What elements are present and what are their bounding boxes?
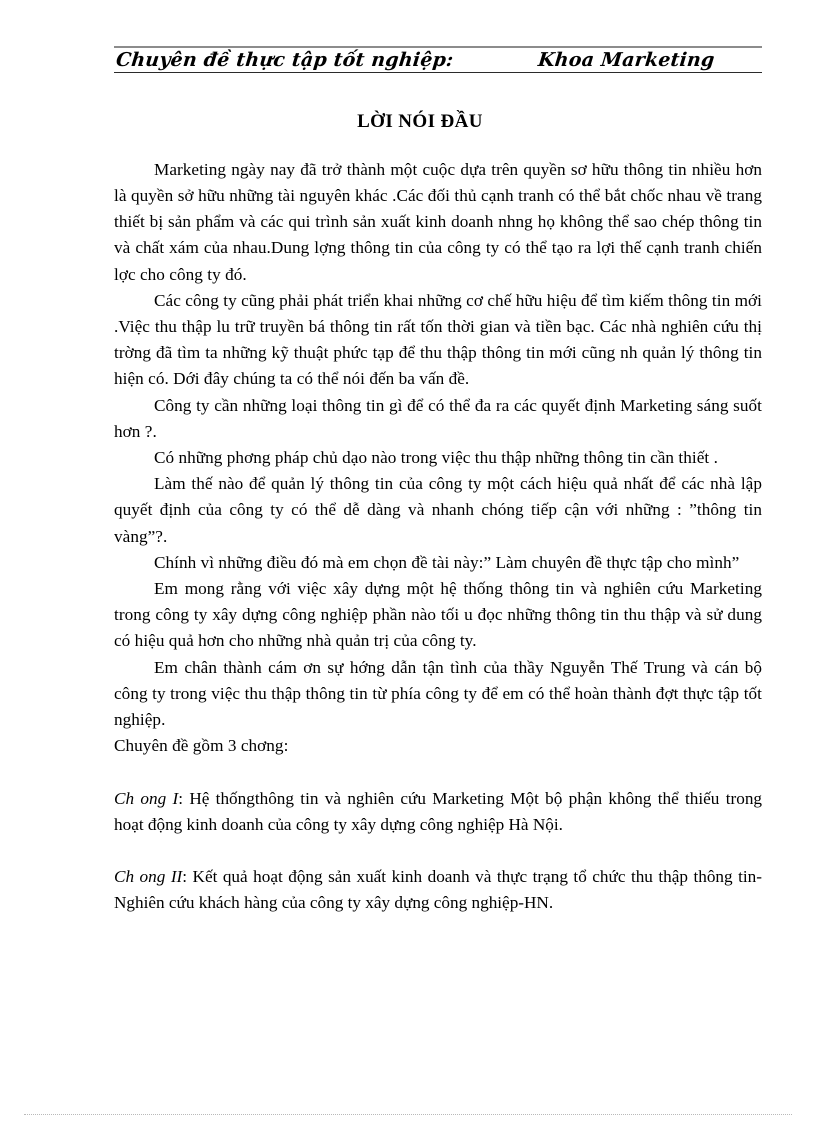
chapter-label: Ch ong II xyxy=(114,867,183,887)
header-left-text: Chuyên đề thực tập tốt nghiệp: xyxy=(114,49,455,71)
page-title: LỜI NÓI ĐẦU xyxy=(357,111,483,132)
chapter-entry xyxy=(114,786,762,838)
paragraph: Công ty cần những loại thông tin gì để có thể đa ra các quyết định Marketing sáng suốt hơn ?. xyxy=(114,395,762,441)
paragraph: Em chân thành cám ơn sự hớng dẫn tận tình của thầy Nguyễn Thế Trung và cán bộ công ty trong việc thu thập thông tin từ phía công ty để em có thể hoàn thành đợt thực tập tốt nghiệp. xyxy=(114,657,762,729)
chapter-text: : Kết quả hoạt động sản xuất kinh doanh và thực trạng tổ chức thu thập thông tin- Nghiên cứu khách hàng của công ty xây dựng công nghiệp-HN. xyxy=(114,867,762,913)
header-top-rule xyxy=(114,46,762,48)
chapter-label: Ch ong I xyxy=(114,788,179,808)
header-right-text: Khoa Marketing xyxy=(536,49,716,71)
spacer xyxy=(114,838,762,864)
paragraph: Làm thế nào để quản lý thông tin của công ty một cách hiệu quả nhất để các nhà lập quyết định của công ty có thể dễ dàng và nhanh chóng tiếp cận với những : ”thông tin vàng”?. xyxy=(114,474,762,546)
paragraph: Em mong rằng với việc xây dựng một hệ thống thông tin và nghiên cứu Marketing trong công ty xây dựng công nghiệp phần nào tối u đọc những thông tin thu thập và sử dung có hiệu quả hơn cho những nhà quản trị của công ty. xyxy=(114,578,762,651)
paragraph: Chính vì những điều đó mà em chọn đề tài này:” Làm chuyên đề thực tập cho mình” xyxy=(154,552,740,572)
footer-hairline xyxy=(24,1114,792,1115)
chapters-intro: Chuyên đề gồm 3 chơng: xyxy=(114,736,289,756)
spacer xyxy=(114,759,762,785)
paragraph: Các công ty cũng phải phát triển khai những cơ chế hữu hiệu để tìm kiếm thông tin mới .Việc thu thập lu trữ truyền bá thông tin rất tốn thời gian và tiền bạc. Các nhà nghiên cứu thị trờng đã tìm ta những kỹ thuật phức tạp để thu thập thông tin mới cũng nh quản lý thông tin hiện có. Dới đây chúng ta có thể nói đến ba vấn đề. xyxy=(114,290,762,389)
document-body xyxy=(114,110,762,917)
paragraph: Marketing ngày nay đã trở thành một cuộc dựa trên quyền sơ hữu thông tin nhiều hơn là quyền sở hữu những tài nguyên khác .Các đối thủ cạnh tranh có thể bắt chốc nhau về trang thiết bị sản phẩm và các qui trình sản xuất kinh doanh nhng họ không thể sao chép thông tin và chất xám của nhau.Dung lợng thông tin của công ty có thể tạo ra lợi thế cạnh tranh chiến lợc cho công ty đó. xyxy=(114,159,762,284)
header-row xyxy=(114,51,762,73)
running-header xyxy=(114,46,762,73)
chapter-entry xyxy=(114,864,762,916)
paragraph: Có những phơng pháp chủ dạo nào trong việc thu thập những thông tin cần thiết . xyxy=(154,447,718,467)
chapter-text: : Hệ thốngthông tin và nghiên cứu Marketing Một bộ phận không thể thiếu trong hoạt động kinh doanh của công ty xây dựng công nghiệp Hà Nội. xyxy=(114,788,763,834)
